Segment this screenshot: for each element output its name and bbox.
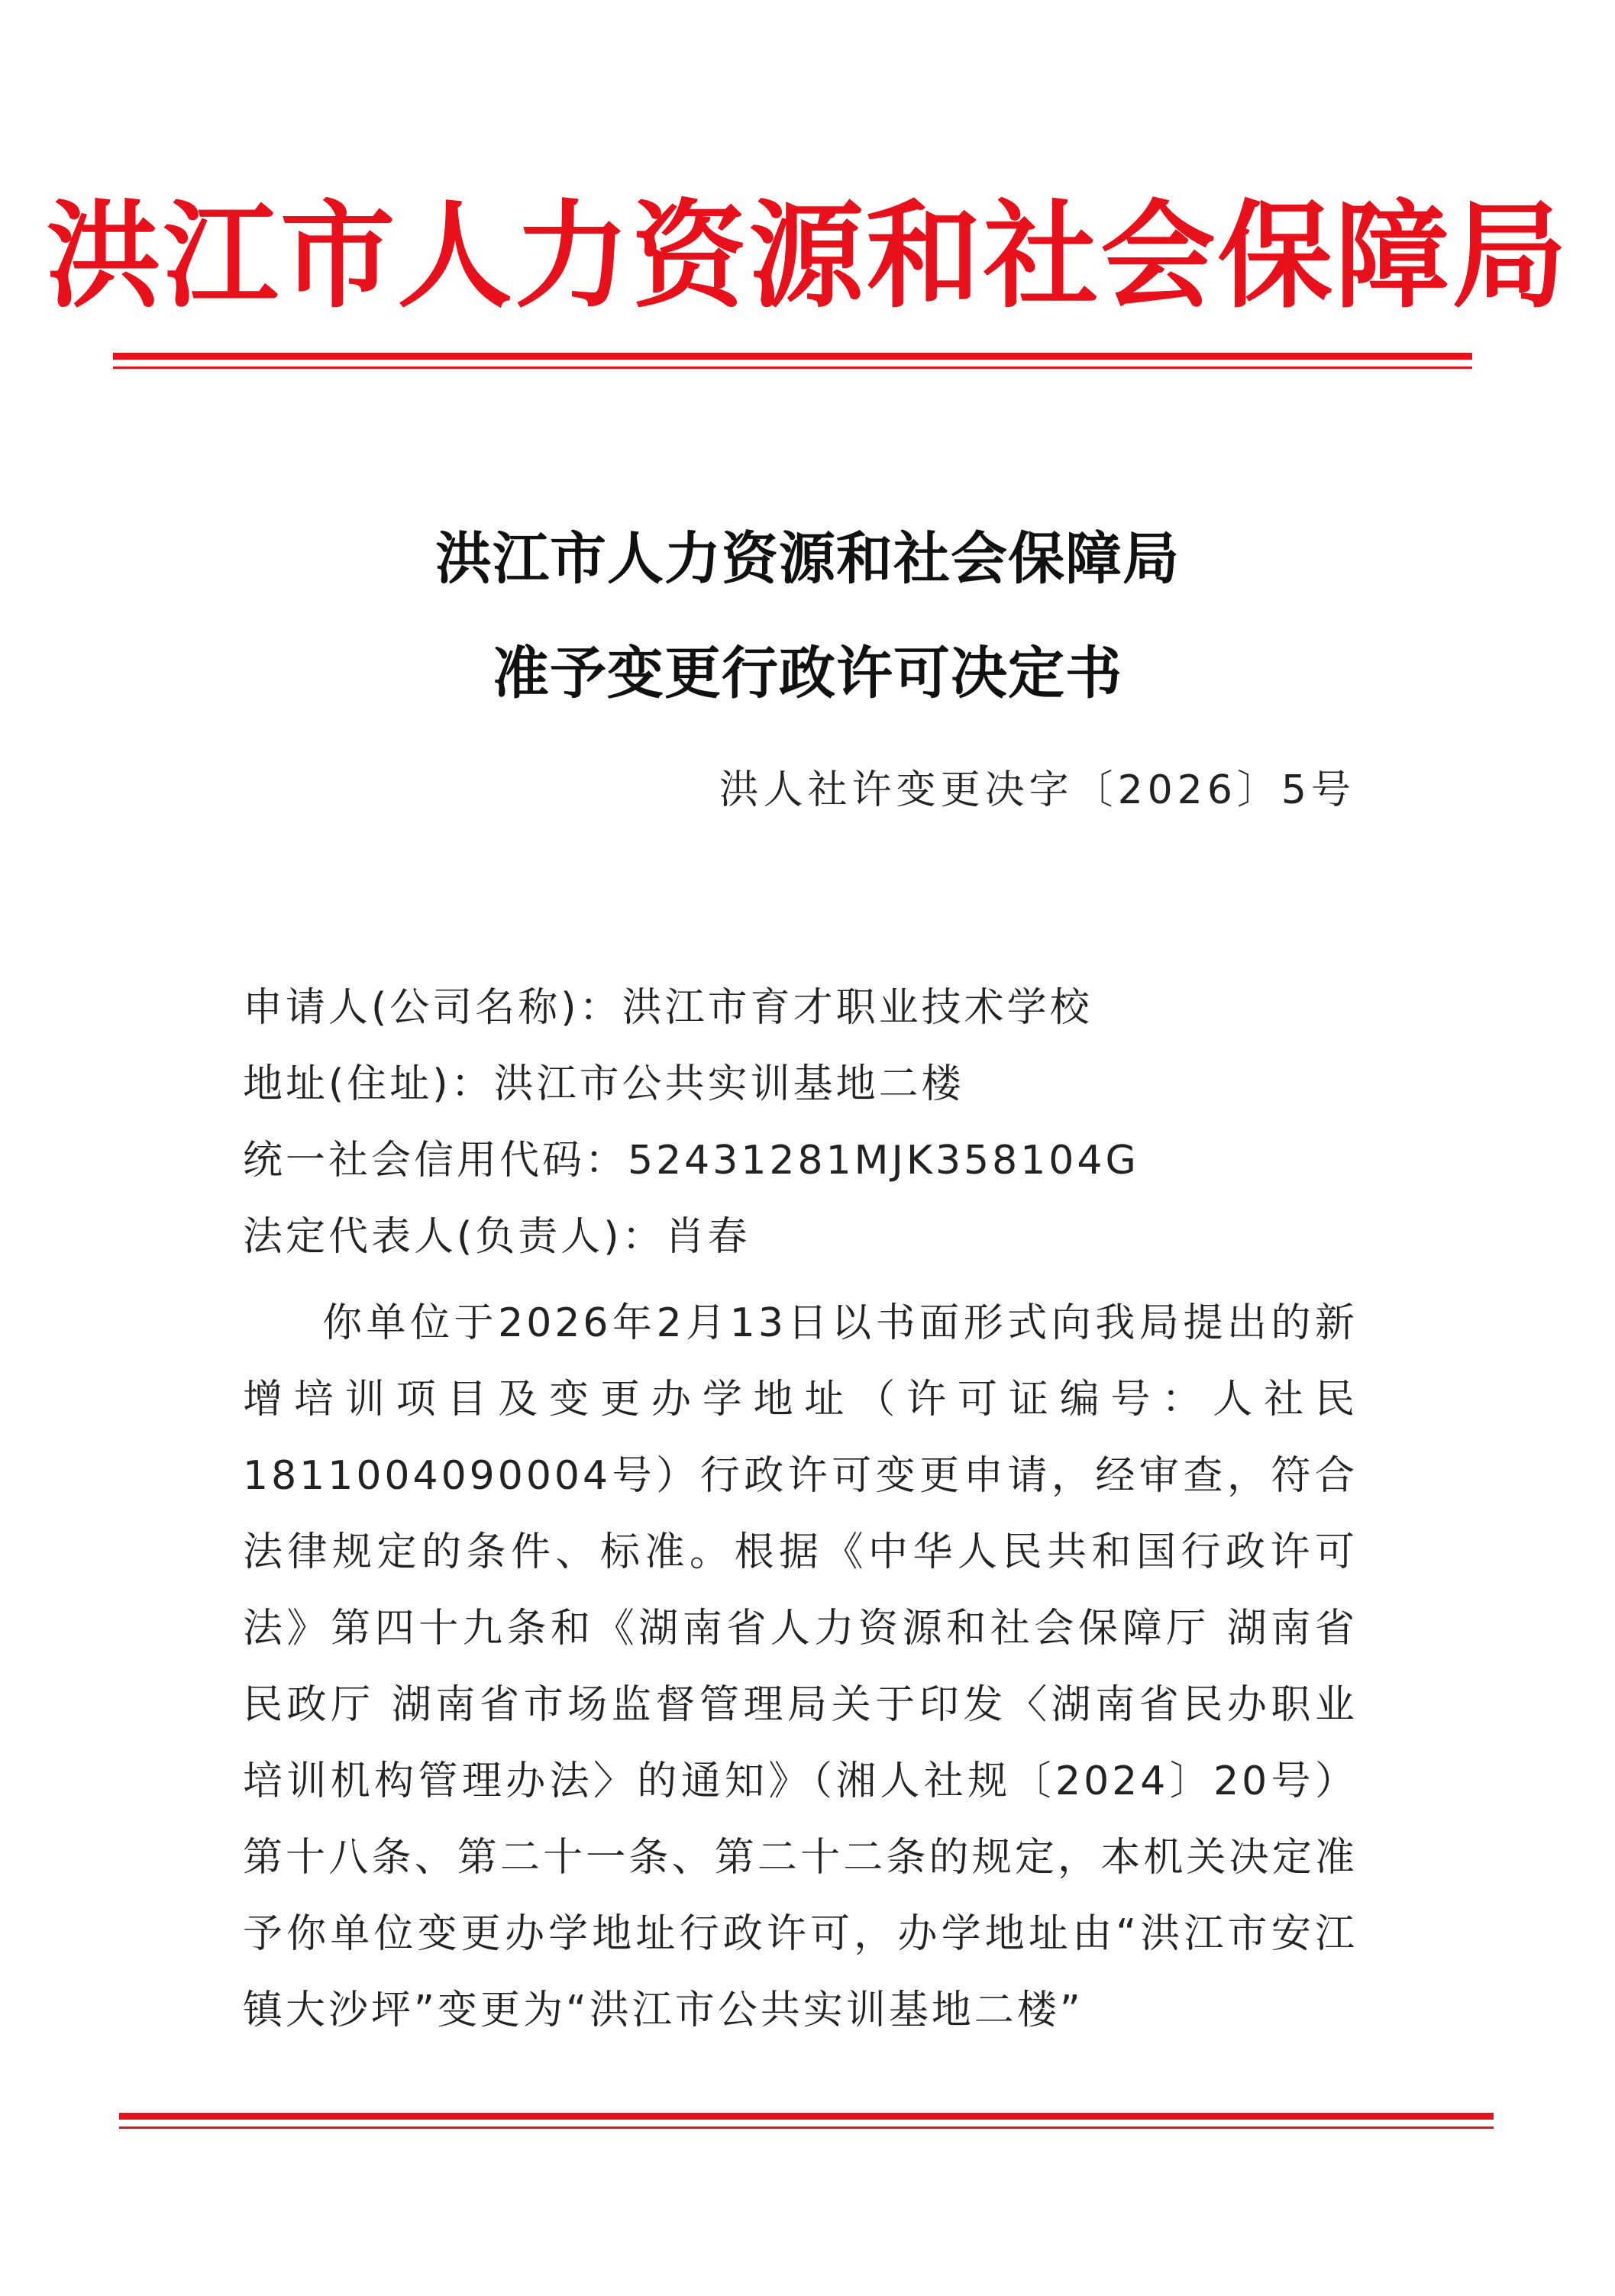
decision-body-paragraph: 你单位于2026年2月13日以书面形式向我局提出的新增培训项目及变更办学地址（许可证编号：人社民1811004090004号）行政许可变更申请，经审查，符合法律规定的条件、标准。根据《中华人民共和国行政许可法》第四十九条和《湖南省人力资源和社会保障厅 湖南省民政厅 湖南省市场监督管理局关于印发〈湖南省民办职业培训机构管理办法〉的通知》（湘人社规〔2024〕20号）第十八条、第二十一条、第二十二条的规定，本机关决定准予你单位变更办学地址行政许可，办学地址由“洪江市安江镇大沙坪”变更为“洪江市公共实训基地二楼” [243, 1300, 1358, 2033]
footer-divider-thick [119, 2113, 1494, 2120]
letterhead-divider-thin [113, 367, 1472, 369]
letterhead-title: 洪江市人力资源和社会保障局 [46, 187, 1569, 324]
document-title-line-2: 准予变更行政许可决定书 [493, 641, 1122, 706]
legal-representative-field: 法定代表人(负责人)：肖春 [243, 1214, 751, 1260]
credit-code-field: 统一社会信用代码：52431281MJK358104G [243, 1138, 1139, 1184]
footer-divider-thin [119, 2126, 1494, 2129]
document-number: 洪人社许变更决字〔2026〕5号 [719, 767, 1355, 813]
letterhead-divider-thick [113, 353, 1472, 360]
document-title-line-1: 洪江市人力资源和社会保障局 [435, 526, 1180, 592]
address-field: 地址(住址)：洪江市公共实训基地二楼 [243, 1061, 964, 1107]
applicant-field: 申请人(公司名称)：洪江市育才职业技术学校 [243, 985, 1093, 1031]
